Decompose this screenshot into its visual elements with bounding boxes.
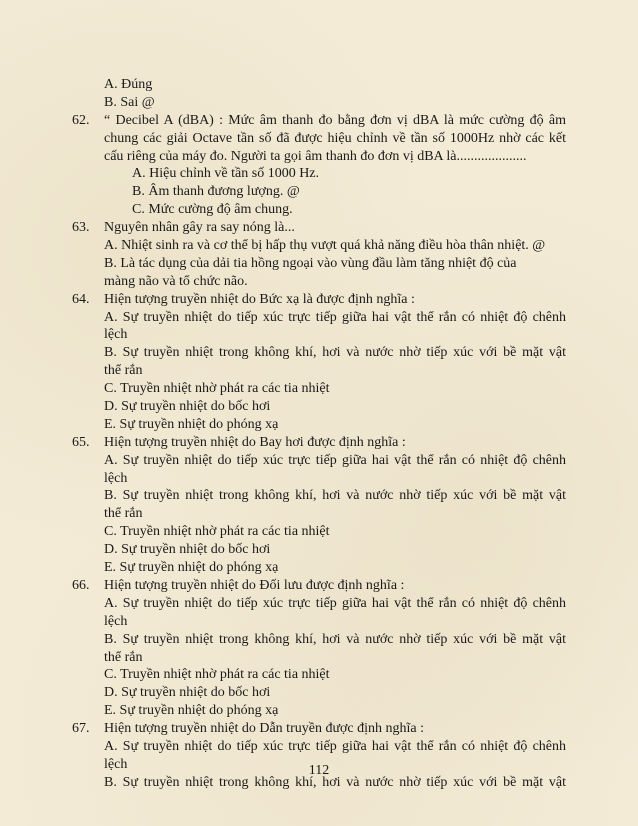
- text-line: [0, 649, 638, 667]
- question-number: 65.: [72, 434, 90, 450]
- text-line: [0, 130, 638, 148]
- answer-text: lệch: [104, 756, 128, 772]
- answer-text: D. Sự truyền nhiệt do bốc hơi: [104, 399, 271, 415]
- text-line: [0, 702, 638, 720]
- text-line: [0, 183, 638, 201]
- text-line: [0, 434, 638, 452]
- text-line: [0, 738, 638, 756]
- question-number: 67.: [72, 721, 90, 737]
- text-line: [0, 309, 638, 327]
- text-line: [0, 148, 638, 166]
- answer-text: D. Sự truyền nhiệt do bốc hơi: [104, 685, 271, 701]
- text-line: [0, 380, 638, 398]
- answer-text: E. Sự truyền nhiệt do phóng xạ: [104, 416, 279, 432]
- page-number: 112: [308, 763, 330, 778]
- answer-text: B. Sự truyền nhiệt trong không khí, hơi và nước nhờ tiếp xúc với bề mặt vật: [104, 488, 566, 504]
- answer-text: C. Truyền nhiệt nhờ phát ra các tia nhiệt: [104, 667, 330, 683]
- answer-text: C. Truyền nhiệt nhờ phát ra các tia nhiệt: [104, 524, 330, 540]
- answer-text: A. Sự truyền nhiệt do tiếp xúc trực tiếp giữa hai vật thể rắn có nhiệt độ chênh: [104, 595, 566, 611]
- answer-text: B. Sai @: [104, 94, 155, 110]
- text-line: [0, 470, 638, 488]
- text-line: [0, 613, 638, 631]
- text-line: [0, 237, 638, 255]
- text-line: [0, 720, 638, 738]
- text-line: [0, 273, 638, 291]
- text-line: [0, 291, 638, 309]
- answer-text: A. Sự truyền nhiệt do tiếp xúc trực tiếp giữa hai vật thể rắn có nhiệt độ chênh: [104, 738, 566, 754]
- answer-text: A. Sự truyền nhiệt do tiếp xúc trực tiếp giữa hai vật thể rắn có nhiệt độ chênh: [104, 309, 566, 325]
- answer-text: lệch: [104, 613, 128, 629]
- text-line: [0, 76, 638, 94]
- answer-text: A. Nhiệt sinh ra và cơ thể bị hấp thụ vượt quá khả năng điều hòa thân nhiệt. @: [104, 238, 546, 254]
- text-line: [0, 326, 638, 344]
- answer-text: A. Đúng: [104, 77, 153, 92]
- answer-text: A. Sự truyền nhiệt do tiếp xúc trực tiếp giữa hai vật thể rắn có nhiệt độ chênh: [104, 452, 566, 468]
- text-line: [0, 666, 638, 684]
- text-line: [0, 541, 638, 559]
- answer-text: cấu riêng của máy đo. Người ta gọi âm thanh đo đơn vị dBA là....................: [104, 148, 527, 164]
- text-line: [0, 452, 638, 470]
- answer-text: A. Hiệu chỉnh về tần số 1000 Hz.: [132, 166, 320, 182]
- text-line: [0, 487, 638, 505]
- text-line: [0, 398, 638, 416]
- question-text: Hiện tượng truyền nhiệt do Dẫn truyền được định nghĩa :: [104, 721, 425, 737]
- answer-text: thể rắn: [104, 649, 143, 665]
- question-text: “ Decibel A (dBA) : Mức âm thanh đo bằng đơn vị dBA là mức cường độ âm: [104, 112, 566, 128]
- question-number: 64.: [72, 291, 90, 307]
- text-line: [0, 523, 638, 541]
- answer-text: thể rắn: [104, 363, 143, 379]
- text-line: [0, 505, 638, 523]
- question-number: 63.: [72, 220, 90, 236]
- question-number: 62.: [72, 112, 90, 128]
- answer-text: lệch: [104, 327, 128, 343]
- answer-text: B. Âm thanh đương lượng. @: [132, 184, 300, 200]
- answer-text: màng não và tổ chức não.: [104, 273, 248, 289]
- question-text: Hiện tượng truyền nhiệt do Đối lưu được định nghĩa :: [104, 577, 405, 593]
- answer-text: B. Là tác dụng của dải tia hồng ngoại vào vùng đầu làm tăng nhiệt độ của: [104, 255, 517, 271]
- answer-text: lệch: [104, 470, 128, 486]
- answer-text: B. Sự truyền nhiệt trong không khí, hơi và nước nhờ tiếp xúc với bề mặt vật: [104, 345, 566, 361]
- text-line: [0, 684, 638, 702]
- question-number: 66.: [72, 577, 90, 593]
- question-text: Hiện tượng truyền nhiệt do Bức xạ là được định nghĩa :: [104, 291, 415, 307]
- text-line: [0, 255, 638, 273]
- answer-text: E. Sự truyền nhiệt do phóng xạ: [104, 703, 279, 719]
- text-line: [0, 201, 638, 219]
- text-line: [0, 631, 638, 649]
- answer-text: B. Sự truyền nhiệt trong không khí, hơi và nước nhờ tiếp xúc với bề mặt vật: [104, 631, 566, 647]
- text-line: [0, 416, 638, 434]
- text-line: [0, 559, 638, 577]
- text-line: [0, 577, 638, 595]
- answer-text: chung các giải Octave tần số đã được hiệu chỉnh về tần số 1000Hz nhờ các kết: [104, 130, 566, 146]
- text-line: [0, 112, 638, 130]
- answer-text: B. Sự truyền nhiệt trong không khí, hơi và nước nhờ tiếp xúc với bề mặt vật: [104, 774, 566, 790]
- text-line: [0, 94, 638, 112]
- answer-text: D. Sự truyền nhiệt do bốc hơi: [104, 542, 271, 558]
- answer-text: E. Sự truyền nhiệt do phóng xạ: [104, 560, 279, 576]
- text-line: [0, 595, 638, 613]
- text-line: [0, 219, 638, 237]
- answer-text: C. Mức cường độ âm chung.: [132, 202, 293, 218]
- document-page: [0, 76, 638, 792]
- text-line: [0, 165, 638, 183]
- question-text: Nguyên nhân gây ra say nóng là...: [104, 220, 295, 236]
- text-line: [0, 362, 638, 380]
- answer-text: C. Truyền nhiệt nhờ phát ra các tia nhiệt: [104, 381, 330, 397]
- text-line: [0, 344, 638, 362]
- question-text: Hiện tượng truyền nhiệt do Bay hơi được định nghĩa :: [104, 434, 406, 450]
- answer-text: thể rắn: [104, 506, 143, 522]
